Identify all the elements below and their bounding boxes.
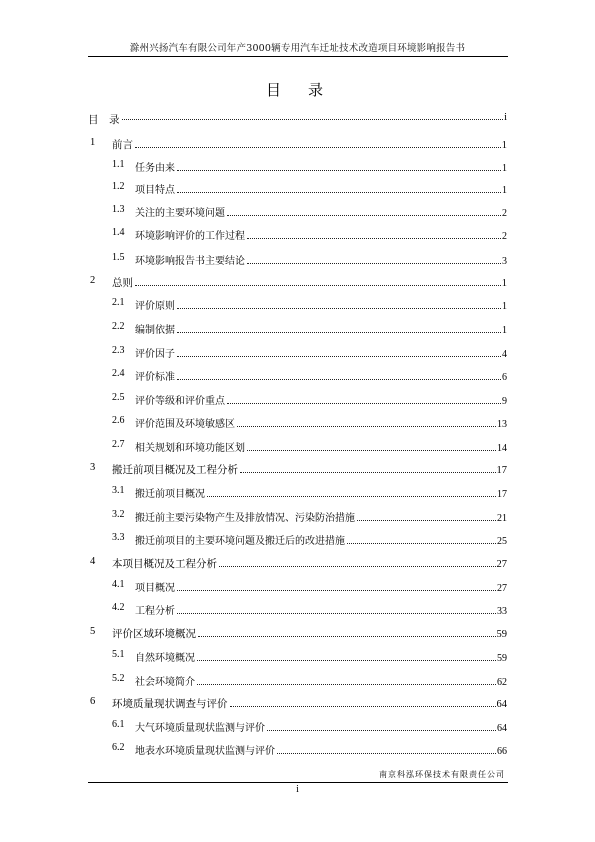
toc-entry-title: 编制依据 — [135, 325, 175, 336]
dot-leader — [177, 308, 501, 309]
dot-leader — [177, 379, 501, 380]
toc-entry-title: 关注的主要环境问题 — [135, 208, 225, 219]
toc-entry-number: 5 — [90, 626, 96, 637]
dot-leader — [207, 496, 496, 497]
toc-entry-title: 评价区域环境概况 — [112, 628, 196, 640]
toc-entry-number: 2.3 — [112, 345, 125, 356]
toc-row[interactable] — [0, 181, 595, 197]
dot-leader — [347, 543, 496, 544]
toc-entry-number: 1 — [90, 137, 96, 148]
toc-row[interactable] — [0, 485, 595, 501]
toc-row[interactable] — [0, 579, 595, 595]
toc-entry-title: 工程分析 — [135, 606, 175, 617]
toc-entry-number: 2.6 — [112, 415, 125, 426]
toc-entry-title: 评价原则 — [135, 301, 175, 312]
toc-entry-title: 评价范围及环境敏感区 — [135, 419, 235, 430]
footer-company: 南京科泓环保技术有限责任公司 — [379, 770, 505, 779]
toc-row[interactable] — [0, 252, 595, 268]
toc-entry-number: 3 — [90, 462, 96, 473]
toc-entry-title: 前言 — [112, 139, 133, 151]
toc-entry-number: 5.1 — [112, 649, 125, 660]
toc-entry-number: 目 录 — [88, 115, 120, 126]
toc-entry-page: 9 — [502, 396, 507, 407]
dot-leader — [357, 520, 496, 521]
toc-row[interactable] — [0, 626, 595, 642]
toc-row[interactable] — [0, 392, 595, 408]
dot-leader — [122, 119, 503, 120]
toc-row[interactable] — [0, 673, 595, 689]
toc-entry-page: i — [504, 112, 507, 123]
toc-row[interactable] — [0, 275, 595, 291]
toc-entry-page: 64 — [496, 699, 507, 710]
toc-entry-number: 3.3 — [112, 532, 125, 543]
toc-entry-title: 环境质量现状调查与评价 — [112, 698, 228, 710]
dot-leader — [277, 753, 496, 754]
toc-entry-title: 评价等级和评价重点 — [135, 396, 225, 407]
toc-row[interactable] — [0, 112, 595, 128]
toc-row[interactable] — [0, 204, 595, 220]
dot-leader — [267, 730, 496, 731]
toc-row[interactable] — [0, 509, 595, 525]
dot-leader — [247, 263, 501, 264]
toc-entry-title: 搬迁前项目概况及工程分析 — [112, 464, 238, 476]
toc-entry-number: 1.4 — [112, 227, 125, 238]
toc-entry-title: 搬迁前项目概况 — [135, 489, 205, 500]
dot-leader — [230, 706, 496, 707]
toc-row[interactable] — [0, 415, 595, 431]
dot-leader — [177, 192, 501, 193]
toc-entry-number: 3.1 — [112, 485, 125, 496]
toc-row[interactable] — [0, 439, 595, 455]
toc-entry-page: 1 — [501, 278, 507, 289]
toc-entry-page: 64 — [497, 723, 507, 734]
dot-leader — [247, 238, 501, 239]
toc-entry-page: 27 — [496, 559, 507, 570]
toc-entry-number: 2.5 — [112, 392, 125, 403]
toc-entry-page: 59 — [497, 653, 507, 664]
header-rule — [88, 56, 508, 57]
toc-entry-number: 6.2 — [112, 742, 125, 753]
toc-row[interactable] — [0, 462, 595, 478]
toc-row[interactable] — [0, 297, 595, 313]
toc-entry-number: 4.2 — [112, 602, 125, 613]
toc-row[interactable] — [0, 696, 595, 712]
toc-row[interactable] — [0, 602, 595, 618]
toc-entry-title: 本项目概况及工程分析 — [112, 558, 217, 570]
toc-entry-number: 3.2 — [112, 509, 125, 520]
toc-entry-page: 1 — [502, 185, 507, 196]
dot-leader — [240, 472, 496, 473]
toc-entry-title: 自然环境概况 — [135, 653, 195, 664]
toc-row[interactable] — [0, 368, 595, 384]
toc-entry-title: 相关规划和环境功能区划 — [135, 443, 245, 454]
toc-row[interactable] — [0, 719, 595, 735]
toc-entry-page: 27 — [497, 583, 507, 594]
footer-rule — [88, 782, 508, 783]
dot-leader — [177, 613, 496, 614]
dot-leader — [198, 636, 496, 637]
toc-entry-page: 33 — [497, 606, 507, 617]
toc-entry-page: 6 — [502, 372, 507, 383]
toc-entry-title: 环境影响报告书主要结论 — [135, 256, 245, 267]
page-number: i — [296, 784, 299, 795]
toc-entry-page: 2 — [502, 231, 507, 242]
toc-entry-number: 4.1 — [112, 579, 125, 590]
toc-row[interactable] — [0, 742, 595, 758]
toc-entry-title: 总则 — [112, 277, 133, 289]
toc-entry-number: 1.1 — [112, 159, 125, 170]
toc-row[interactable] — [0, 137, 595, 153]
toc-entry-number: 1.3 — [112, 204, 125, 215]
dot-leader — [237, 426, 496, 427]
toc-entry-number: 4 — [90, 556, 96, 567]
dot-leader — [177, 590, 496, 591]
toc-entry-title: 搬迁前项目的主要环境问题及搬迁后的改进措施 — [135, 536, 345, 547]
toc-entry-page: 13 — [497, 419, 507, 430]
toc-entry-page: 1 — [502, 163, 507, 174]
toc-entry-number: 2.2 — [112, 321, 125, 332]
dot-leader — [227, 215, 501, 216]
toc-row[interactable] — [0, 649, 595, 665]
toc-row[interactable] — [0, 321, 595, 337]
toc-entry-page: 17 — [497, 489, 507, 500]
toc-entry-title: 社会环境简介 — [135, 677, 195, 688]
toc-entry-page: 25 — [497, 536, 507, 547]
toc-entry-page: 3 — [502, 256, 507, 267]
toc-entry-page: 66 — [497, 746, 507, 757]
toc-entry-title: 环境影响评价的工作过程 — [135, 231, 245, 242]
toc-entry-title: 评价标准 — [135, 372, 175, 383]
toc-entry-page: 62 — [497, 677, 507, 688]
dot-leader — [219, 566, 496, 567]
dot-leader — [227, 403, 501, 404]
toc-entry-page: 4 — [502, 349, 507, 360]
toc-entry-title: 任务由来 — [135, 163, 175, 174]
toc-entry-page: 1 — [502, 325, 507, 336]
toc-entry-title: 项目概况 — [135, 583, 175, 594]
page-title: 目 录 — [265, 81, 329, 99]
toc-entry-page: 1 — [501, 140, 507, 151]
toc-entry-page: 21 — [497, 513, 507, 524]
running-header: 滁州兴扬汽车有限公司年产3000辆专用汽车迁址技术改造项目环境影响报告书 — [129, 43, 466, 54]
toc-entry-number: 2 — [90, 275, 96, 286]
dot-leader — [135, 147, 501, 148]
toc-row[interactable] — [0, 345, 595, 361]
dot-leader — [177, 170, 501, 171]
toc-row[interactable] — [0, 532, 595, 548]
toc-entry-title: 评价因子 — [135, 349, 175, 360]
toc-entry-title: 地表水环境质量现状监测与评价 — [135, 746, 275, 757]
toc-row[interactable] — [0, 227, 595, 243]
dot-leader — [177, 356, 501, 357]
dot-leader — [197, 660, 496, 661]
dot-leader — [197, 684, 496, 685]
toc-entry-title: 大气环境质量现状监测与评价 — [135, 723, 265, 734]
toc-entry-number: 2.4 — [112, 368, 125, 379]
toc-entry-page: 59 — [496, 629, 507, 640]
dot-leader — [247, 450, 496, 451]
toc-entry-number: 1.2 — [112, 181, 125, 192]
toc-entry-page: 17 — [496, 465, 507, 476]
toc-entry-number: 1.5 — [112, 252, 125, 263]
toc-entry-number: 6 — [90, 696, 96, 707]
toc-entry-number: 2.7 — [112, 439, 125, 450]
toc-entry-number: 2.1 — [112, 297, 125, 308]
toc-entry-title: 搬迁前主要污染物产生及排放情况、污染防治措施 — [135, 513, 355, 524]
toc-entry-page: 2 — [502, 208, 507, 219]
toc-entry-number: 5.2 — [112, 673, 125, 684]
dot-leader — [177, 332, 501, 333]
toc-entry-number: 6.1 — [112, 719, 125, 730]
dot-leader — [135, 285, 501, 286]
toc-row[interactable] — [0, 159, 595, 175]
toc-entry-page: 1 — [502, 301, 507, 312]
toc-entry-title: 项目特点 — [135, 185, 175, 196]
toc-row[interactable] — [0, 556, 595, 572]
toc-entry-page: 14 — [497, 443, 507, 454]
